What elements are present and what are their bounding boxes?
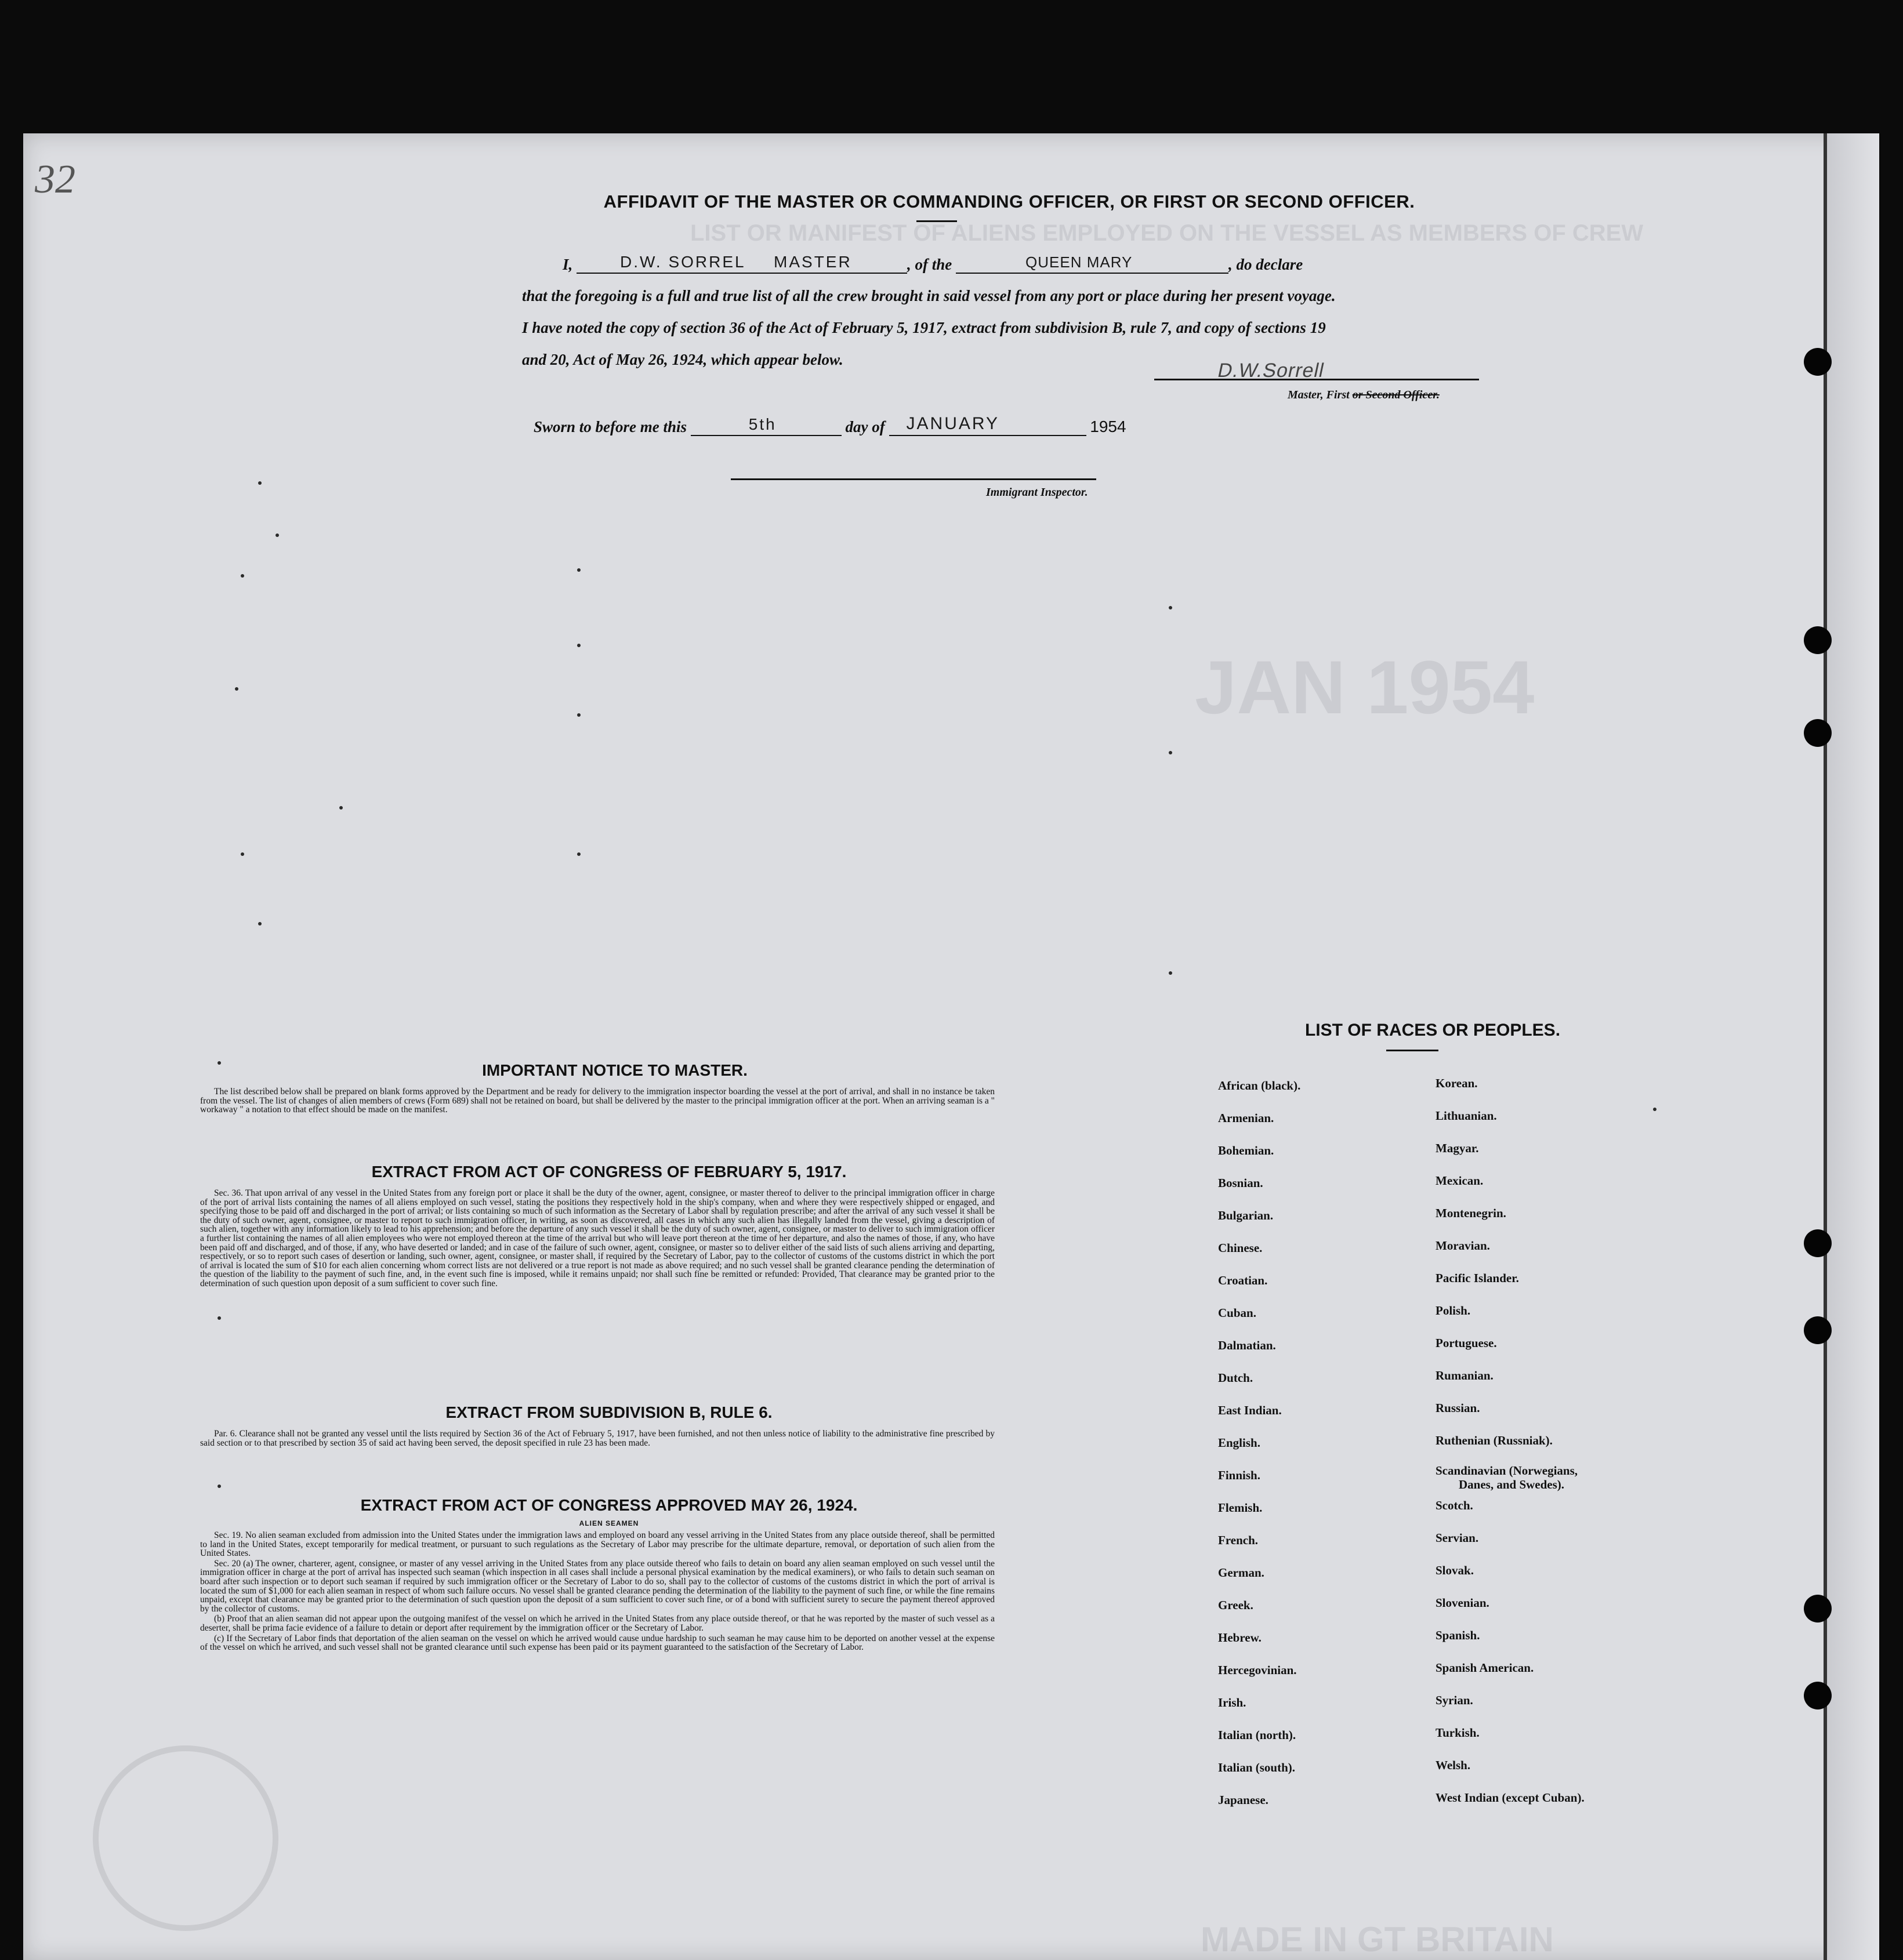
race-item: Russian. <box>1436 1401 1480 1415</box>
sworn-day-field <box>691 415 842 436</box>
affidavit-line-1 <box>522 255 1303 274</box>
race-item: Turkish. <box>1436 1726 1480 1740</box>
race-item: African (black). <box>1218 1079 1301 1092</box>
race-item: Portuguese. <box>1436 1336 1497 1350</box>
sworn-day: 5th <box>748 415 777 433</box>
affidavit-line-2: that the foregoing is a full and true list of all the crew brought in said vessel from any port or place during her present voyage. <box>522 287 1336 304</box>
extract-1917-text: Sec. 36. That upon arrival of any vessel in the United States from any foreign port or place it shall be the duty of the owner, agent, consignee, or master thereof to deliver to the principal immigration officer in charge of the port of arrival lists containing the names of all aliens employed on such vessel, stating the positions they respectively hold in the ship's company, when and where they were respectively shipped or engaged, and specifying those to be paid off and discharged in the port of arrival; or lists containing so much of such information as the Secretary of Labor shall by regulation prescribe; and after the arrival of any such vessel it shall be the duty of such owner, agent, consignee, or master to report to such immigration officer, in writing, as soon as discovered, all cases in which any such alien has illegally landed from the vessel, giving a description of such alien, together with any information likely to lead to his apprehension; and before the departure of any such vessel it shall be the duty of such owner, agent, consignee, or master to deliver to such immigration officer a further list containing the names of all alien employees who were not employed thereon at the time of the arrival but who will leave port thereon at the time of her departure, and also the names of those, if any, who have been paid off and discharged, and of those, if any, who have deserted or landed; and in case of the failure of such owner, agent, consignee, or master so to deliver either of the said lists of such aliens arriving and departing, respectively, or so to report such cases of desertion or landing, such owner, agent, consignee, or master shall, if required by the Secretary of Labor, pay to the collector of customs of the customs district in which the port of arrival is located the sum of $10 for each alien concerning whom correct lists are not delivered or a true report is not made as above required; and no such vessel shall be granted clearance pending the determination of the question of the liability to the payment of such fine, and, in the event such fine is imposed, while it remains unpaid; nor shall such fine be remitted or refunded: Provided, That clearance may be granted prior to the determination of such question upon deposit of a sum sufficient to cover such fine. <box>200 1188 995 1288</box>
notice-title: IMPORTANT NOTICE TO MASTER. <box>482 1061 748 1079</box>
sworn-day-of: day of <box>845 418 885 435</box>
master-name-field <box>577 255 907 274</box>
race-item: Japanese. <box>1218 1793 1268 1807</box>
race-item: Armenian. <box>1218 1111 1274 1125</box>
bleed-through-stamp: JAN 1954 <box>1195 645 1535 729</box>
race-item: Polish. <box>1436 1304 1471 1317</box>
race-item: Servian. <box>1436 1531 1479 1545</box>
punch-hole <box>1804 1595 1832 1623</box>
race-item: Spanish American. <box>1436 1661 1534 1675</box>
race-item: Bulgarian. <box>1218 1208 1274 1222</box>
race-item: Spanish. <box>1436 1628 1480 1642</box>
race-item: Korean. <box>1436 1076 1478 1090</box>
race-item: Hercegovinian. <box>1218 1663 1297 1677</box>
race-item: Croatian. <box>1218 1273 1268 1287</box>
race-item: West Indian (except Cuban). <box>1436 1791 1585 1805</box>
rank-handwriting: MASTER <box>774 253 852 271</box>
race-item: Hebrew. <box>1218 1631 1262 1645</box>
affidavit-do-declare: , do declare <box>1228 256 1303 273</box>
right-margin-strip <box>1824 133 1879 1960</box>
race-item: Syrian. <box>1436 1693 1473 1707</box>
bleed-through-header: LIST OR MANIFEST OF ALIENS EMPLOYED ON THE VESSEL AS MEMBERS OF CREW <box>690 220 1644 246</box>
affidavit-line-3: I have noted the copy of section 36 of the Act of February 5, 1917, extract from subdivision B, rule 7, and copy of sections 19 <box>522 319 1326 336</box>
race-item: Chinese. <box>1218 1241 1263 1255</box>
extract-1924-text <box>200 1531 995 1653</box>
signature-label: Master, First or Second Officer. <box>1288 389 1440 401</box>
sworn-month: JANUARY <box>906 414 999 433</box>
race-item: Slovak. <box>1436 1563 1474 1577</box>
margin-page-number: 32 <box>35 157 75 202</box>
race-item-continuation: Danes, and Swedes). <box>1459 1478 1565 1491</box>
race-item: Slovenian. <box>1436 1596 1489 1610</box>
sworn-prefix: Sworn to before me this <box>534 418 687 435</box>
inspector-signature-line <box>731 478 1096 480</box>
sworn-month-field <box>889 414 1086 436</box>
affidavit-i: I, <box>563 256 573 273</box>
sec-20b: (b) Proof that an alien seaman did not appear upon the outgoing manifest of the vessel on which he arrived in the United States from any place outside thereof, or that he was reported by the master of such vessel as a deserter, shall be prima facie evidence of a failure to detain or deport after requirement by the immigration officer or the Secretary of Labor. <box>200 1614 995 1633</box>
extract-1917-title: EXTRACT FROM ACT OF CONGRESS OF FEBRUARY 5, 1917. <box>371 1163 847 1181</box>
race-item: Greek. <box>1218 1598 1253 1612</box>
race-item: East Indian. <box>1218 1403 1282 1417</box>
race-item: Dutch. <box>1218 1371 1253 1385</box>
race-item: Irish. <box>1218 1696 1246 1709</box>
bleed-through-made-in: MADE IN GT BRITAIN <box>1201 1920 1554 1959</box>
race-item: Rumanian. <box>1436 1369 1494 1382</box>
subdivision-b-text: Par. 6. Clearance shall not be granted any vessel until the lists required by Section 36 of the Act of February 5, 1917, have been furnished, and not then unless notice of liability to the administrative fine prescribed by said section or to that prescribed by section 35 of said act having been served, the deposit specified in rule 23 has been made. <box>200 1429 995 1448</box>
title-rule <box>916 220 957 222</box>
punch-hole <box>1804 1229 1832 1257</box>
race-item: Montenegrin. <box>1436 1206 1506 1220</box>
punch-hole <box>1804 626 1832 654</box>
inspector-label: Immigrant Inspector. <box>986 486 1088 499</box>
race-item: Flemish. <box>1218 1501 1263 1515</box>
extract-1924-title: EXTRACT FROM ACT OF CONGRESS APPROVED MAY 26, 1924. <box>360 1496 858 1514</box>
faint-seal-stamp <box>93 1745 278 1931</box>
master-name-handwriting: D.W. SORREL <box>620 253 746 271</box>
race-item: Magyar. <box>1436 1141 1479 1155</box>
race-item: Cuban. <box>1218 1306 1256 1320</box>
signature-line <box>1154 379 1479 380</box>
sworn-line <box>534 414 1126 436</box>
vessel-name-field <box>956 255 1228 274</box>
punch-hole <box>1804 1682 1832 1709</box>
document-page <box>23 133 1879 1960</box>
race-item: Bohemian. <box>1218 1144 1274 1157</box>
race-item: English. <box>1218 1436 1260 1450</box>
races-title: LIST OF RACES OR PEOPLES. <box>1304 1021 1561 1040</box>
race-item: Italian (north). <box>1218 1728 1296 1742</box>
race-item: German. <box>1218 1566 1264 1580</box>
sworn-year: 1954 <box>1090 418 1126 435</box>
race-item: Mexican. <box>1436 1174 1484 1188</box>
sec-19: Sec. 19. No alien seaman excluded from admission into the United States under the immigration laws and employed on board any vessel arriving in the United States from any place outside thereof, shall be permitted to land in the United States, except temporarily for medical treatment, or pursuant to such regulations as the Secretary of Labor may prescribe for the ultimate departure, removal, or deportation of such alien from the United States. <box>200 1530 995 1559</box>
race-item: Moravian. <box>1436 1239 1490 1253</box>
races-title-rule <box>1386 1050 1438 1051</box>
vessel-name: QUEEN MARY <box>1025 253 1133 271</box>
race-item: Welsh. <box>1436 1758 1471 1772</box>
sec-20a: Sec. 20 (a) The owner, charterer, agent, consignee, or master of any vessel arriving in the United States from any place outside thereof who fails to detain on board any alien seaman employed on such vessel until the immigration officer in charge at the port of arrival has inspected such seaman (which inspection in all cases shall include a personal physical examination by the medical examiners), or who fails to detain such seaman on board after such inspection or to deport such seaman if required by such immigration officer or the Secretary of Labor to do so, shall pay to the collector of customs of the customs district in which the port of arrival is located the sum of $1,000 for each alien seaman in respect of whom such failure occurs. No vessel shall be granted clearance pending the determination of the liability to the payment of such fine, or while the fine remains unpaid, except that clearance may be granted prior to the determination of such question upon the deposit of a sum sufficient to cover such fine, or of a bond with sufficient surety to secure the payment thereof approved by the collector of customs. <box>200 1558 995 1614</box>
punch-hole <box>1804 1316 1832 1344</box>
sec-20c: (c) If the Secretary of Labor finds that deportation of the alien seaman on the vessel on which he arrived would cause undue hardship to such seaman he may cause him to be deported on another vessel at the expense of the vessel on which he arrived, and such vessel shall not be granted clearance until such expense has been paid or its payment guaranteed to the satisfaction of the Secretary of Labor. <box>200 1633 995 1653</box>
race-item: Scandinavian (Norwegians, <box>1436 1464 1578 1478</box>
race-item: Ruthenian (Russniak). <box>1436 1433 1553 1447</box>
punch-hole <box>1804 348 1832 376</box>
race-item: Bosnian. <box>1218 1176 1263 1190</box>
punch-hole <box>1804 719 1832 747</box>
race-item: French. <box>1218 1533 1259 1547</box>
race-item: Pacific Islander. <box>1436 1271 1519 1285</box>
alien-seamen-subtitle: ALIEN SEAMEN <box>579 1519 639 1527</box>
master-signature: D.W.Sorrell <box>1216 360 1327 382</box>
affidavit-title: AFFIDAVIT OF THE MASTER OR COMMANDING OFFICER, OR FIRST OR SECOND OFFICER. <box>603 191 1415 212</box>
subdivision-b-title: EXTRACT FROM SUBDIVISION B, RULE 6. <box>445 1403 773 1421</box>
race-item: Finnish. <box>1218 1468 1260 1482</box>
race-item: Scotch. <box>1436 1498 1473 1512</box>
race-item: Dalmatian. <box>1218 1338 1276 1352</box>
race-item: Lithuanian. <box>1436 1109 1497 1123</box>
race-item: Italian (south). <box>1218 1761 1296 1774</box>
affidavit-of-the: , of the <box>907 256 952 273</box>
affidavit-line-4: and 20, Act of May 26, 1924, which appear below. <box>522 351 843 368</box>
notice-text: The list described below shall be prepared on blank forms approved by the Department and be ready for delivery to the immigration inspector boarding the vessel at the port of arrival, and shall in no instance be taken from the vessel. The list of changes of alien members of crews (Form 689) shall not be retained on board, but shall be delivered by the master to the principal immigration officer at the port. When an arriving seaman is a " workaway " a notation to that effect should be made on the manifest. <box>200 1087 995 1115</box>
